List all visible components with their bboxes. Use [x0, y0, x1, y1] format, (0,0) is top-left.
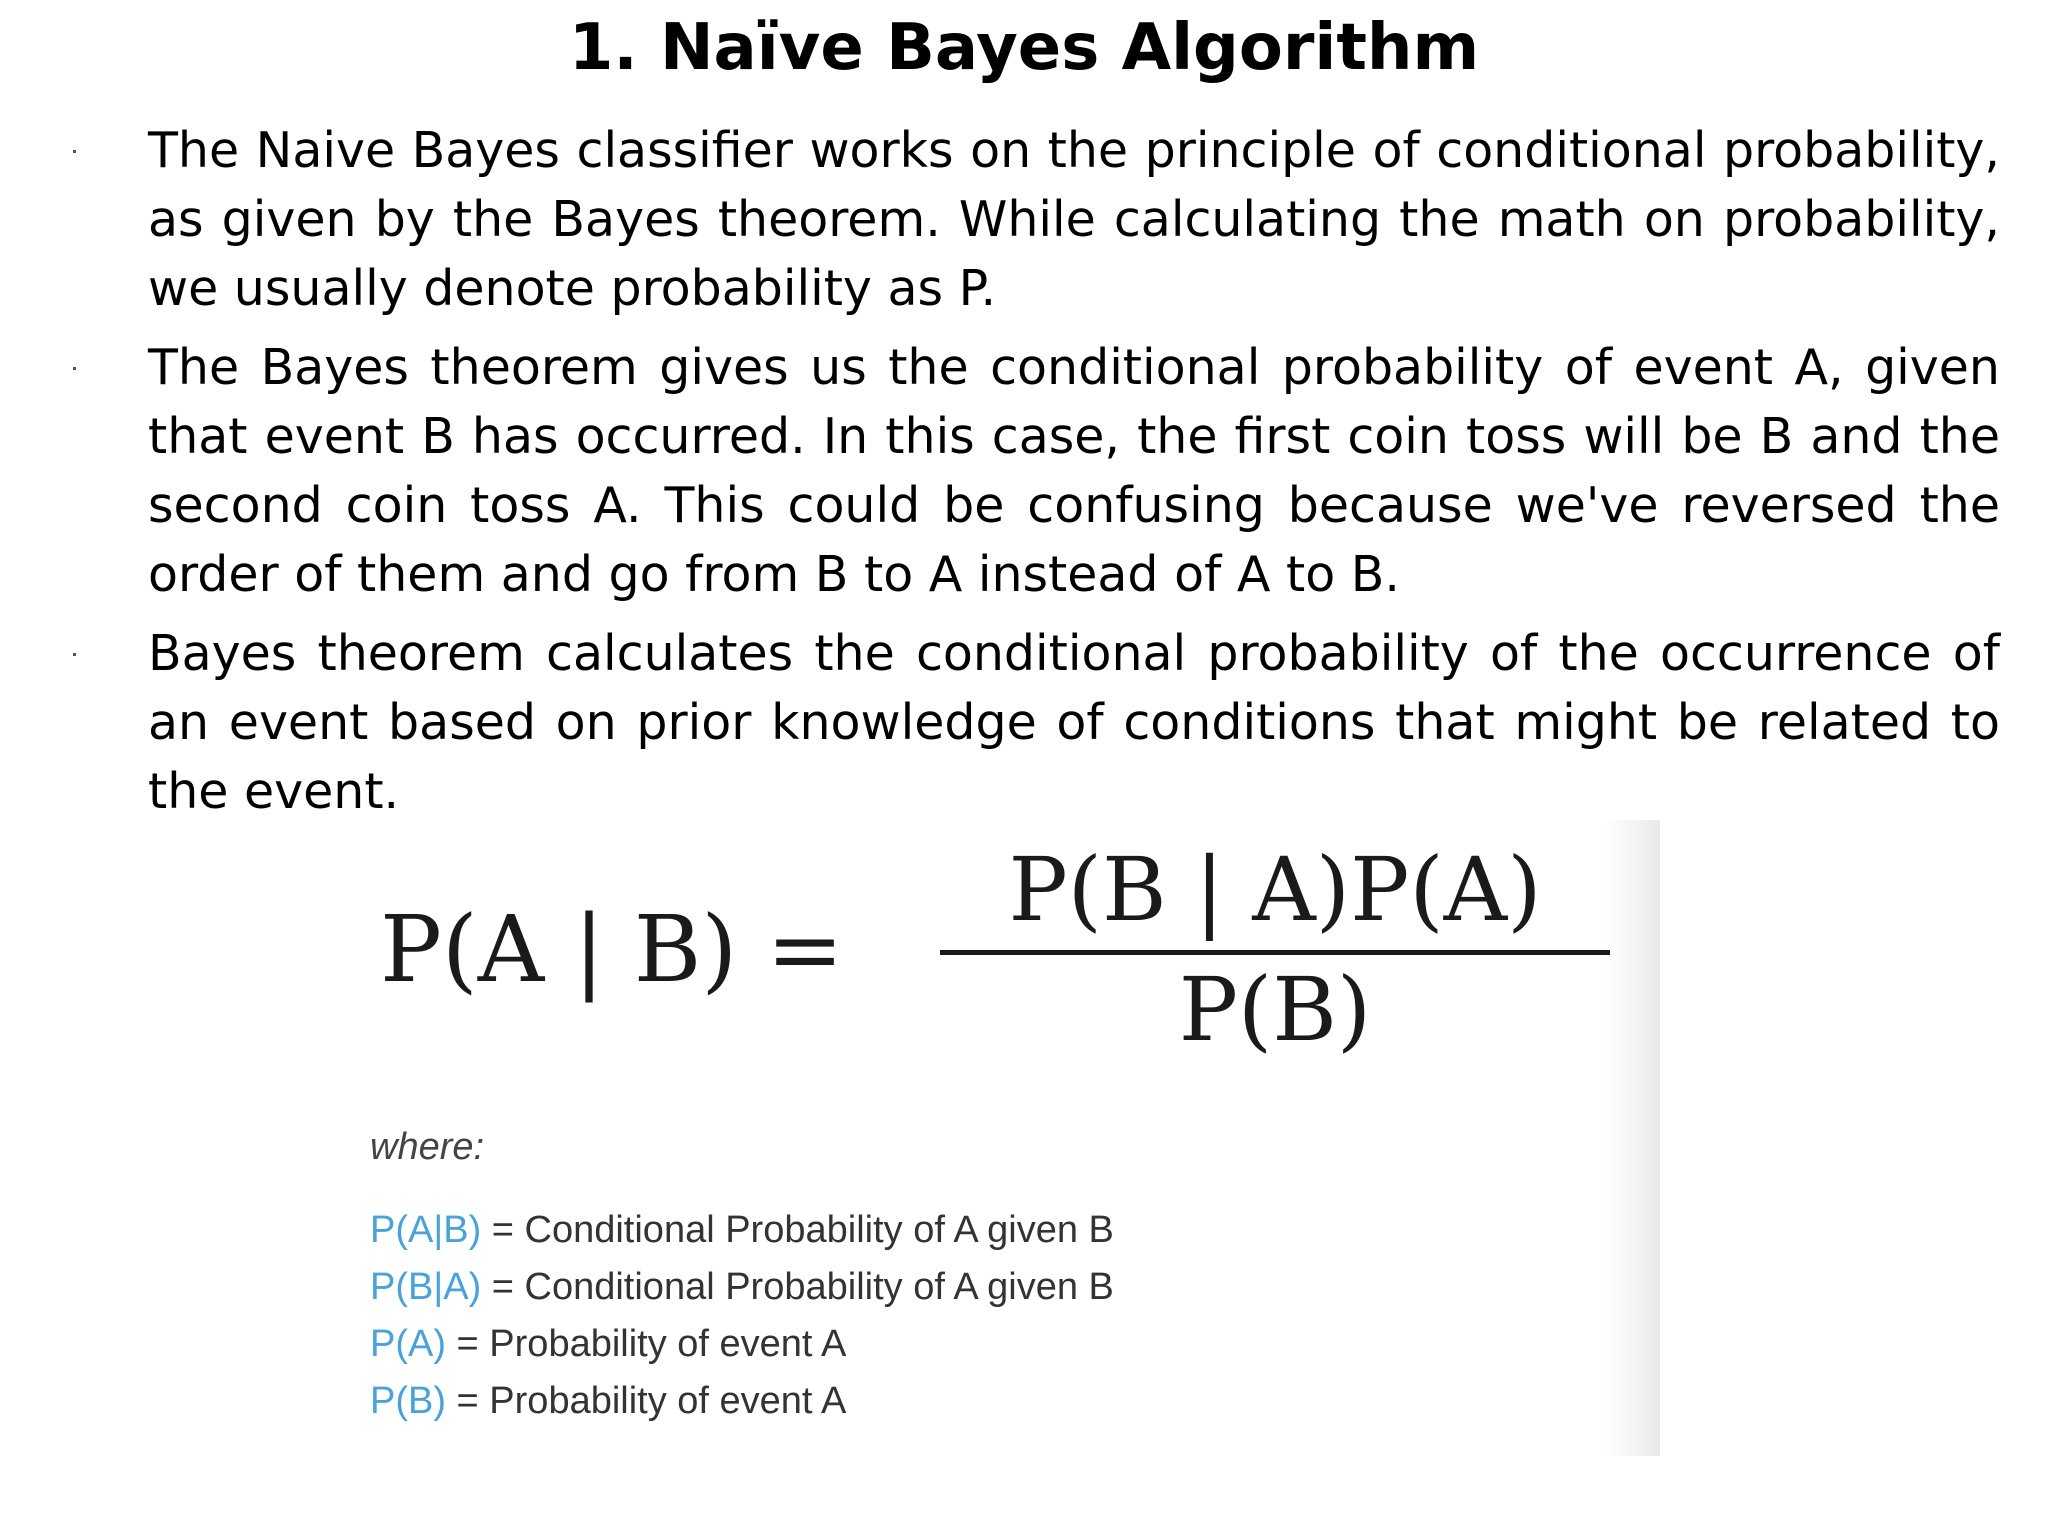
definition-row [370, 1202, 1570, 1259]
bullet-item [148, 333, 2000, 609]
slide-title: 1. Naïve Bayes Algorithm [568, 11, 1480, 85]
formula-denominator: P(B) [1178, 958, 1372, 1061]
fraction-bar [940, 950, 1610, 955]
bullet-marker [73, 367, 76, 370]
definition-term: P(B) [370, 1380, 446, 1422]
definition-term: P(A) [370, 1323, 446, 1365]
definition-row [370, 1316, 1570, 1373]
bullet-text: The Naive Bayes classifier works on the principle of conditional probability, as given by the Bayes theorem. While calculating the math on probability, we usually denote probability as P. [148, 122, 2000, 317]
formula-fraction [940, 840, 1610, 1060]
bullet-text: Bayes theorem calculates the conditional probability of the occurrence of an event based on prior knowledge of conditions that might be related to the event. [148, 625, 2000, 820]
definition-text: = Conditional Probability of A given B [481, 1209, 1114, 1251]
bullet-item [148, 619, 2000, 826]
formula-numerator: P(B | A)P(A) [1008, 838, 1542, 941]
definition-text: = Probability of event A [446, 1380, 847, 1422]
definition-list [370, 1202, 1570, 1430]
bullet-list [148, 116, 2000, 836]
bullet-marker [73, 653, 76, 656]
formula-lhs: P(A | B) = [380, 896, 844, 1003]
definition-text: = Conditional Probability of A given B [481, 1266, 1114, 1308]
definition-row [370, 1259, 1570, 1316]
definition-term: P(A|B) [370, 1209, 482, 1251]
definition-text: = Probability of event A [446, 1323, 847, 1365]
bullet-text: The Bayes theorem gives us the conditional probability of event A, given that event B has occurred. In this case, the first coin toss will be B and the second coin toss A. This could be confusing because we've reversed the order of them and go from B to A instead of A to B. [148, 339, 2000, 603]
definition-term: P(B|A) [370, 1266, 482, 1308]
bayes-formula-figure [320, 820, 1660, 1456]
bullet-marker [73, 150, 76, 153]
bullet-item [148, 116, 2000, 323]
bayes-formula [380, 840, 1630, 1060]
definition-row [370, 1373, 1570, 1430]
where-label: where: [370, 1126, 485, 1168]
